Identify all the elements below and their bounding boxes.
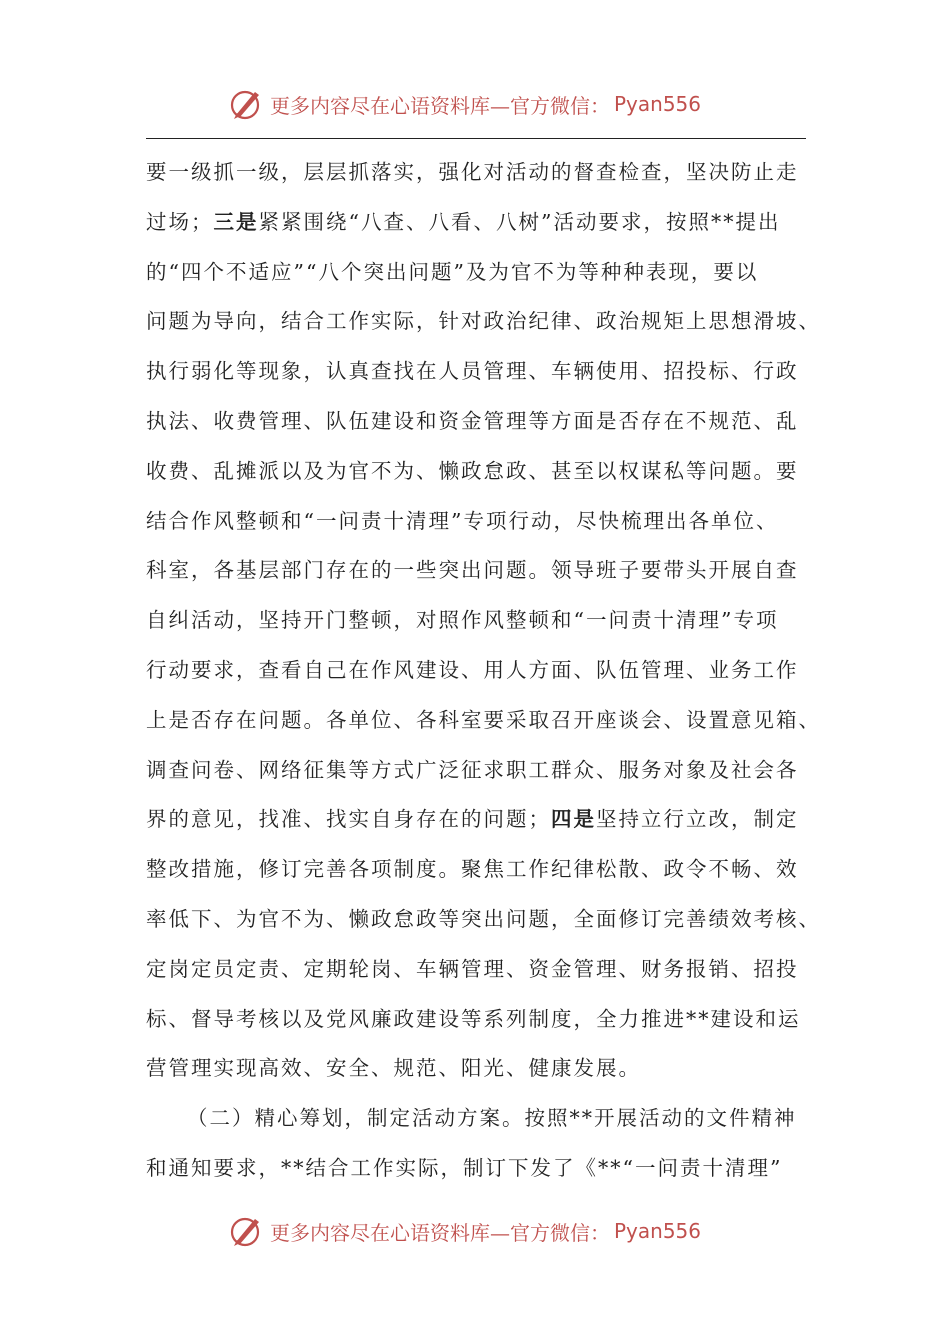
text-line (146, 397, 816, 447)
text-run: 行动要求，查看自己在作风建设、用人方面、队伍管理、业务工作 (146, 657, 799, 682)
footer-promo-banner (228, 1211, 748, 1251)
text-run: 自纠活动，坚持开门整顿，对照作风整顿和“一问责十清理”专项 (146, 608, 779, 633)
text-line (146, 746, 816, 796)
text-line (146, 995, 816, 1045)
text-line (146, 1044, 816, 1094)
text-run: 界的意见，找准、找实自身存在的问题； (146, 807, 551, 832)
text-line (146, 297, 821, 347)
text-line (146, 1094, 816, 1144)
text-line (146, 248, 816, 298)
header-divider (146, 138, 806, 139)
text-line (146, 497, 816, 547)
footer-wechat-handle: Pyan556 (614, 1219, 702, 1243)
document-body (146, 148, 821, 1194)
text-run: 过场； (146, 209, 214, 234)
header-promo-banner (228, 84, 748, 124)
text-line (146, 895, 821, 945)
text-line (146, 845, 816, 895)
quill-pen-logo-icon (228, 86, 264, 122)
text-line (146, 546, 816, 596)
text-run: 调查问卷、网络征集等方式广泛征求职工群众、服务对象及社会各 (146, 757, 799, 782)
bold-text-run: 三是 (213, 209, 259, 234)
text-line (146, 148, 816, 198)
text-line (146, 795, 816, 845)
text-run: 定岗定员定责、定期轮岗、车辆管理、资金管理、财务报销、招投 (146, 956, 799, 981)
text-run: 率低下、为官不为、懒政怠政等突出问题，全面修订完善绩效考核、 (146, 906, 821, 931)
text-run: 科室，各基层部门存在的一些突出问题。领导班子要带头开展自查 (146, 558, 799, 583)
text-line (146, 696, 821, 746)
text-run: 的“四个不适应”“八个突出问题”及为官不为等种种表现，要以 (146, 259, 759, 284)
quill-pen-logo-icon (228, 1213, 264, 1249)
text-line (146, 945, 816, 995)
text-line (146, 447, 816, 497)
text-run: 要一级抓一级，层层抓落实，强化对活动的督查检查，坚决防止走 (146, 160, 799, 184)
footer-promo-text: 更多内容尽在心语资料库—官方微信： (270, 1220, 610, 1245)
text-run: 结合作风整顿和“一问责十清理”专项行动，尽快梳理出各单位、 (146, 508, 779, 533)
text-line (146, 1144, 816, 1194)
text-line (146, 596, 816, 646)
bold-text-run: 四是 (551, 807, 596, 832)
text-run: 执行弱化等现象，认真查找在人员管理、车辆使用、招投标、行政 (146, 359, 799, 384)
text-run: 和通知要求，**结合工作实际，制订下发了《**“一问责十清理” (146, 1155, 783, 1180)
text-run: 问题为导向，结合工作实际，针对政治纪律、政治规矩上思想滑坡、 (146, 309, 821, 334)
header-wechat-handle: Pyan556 (614, 92, 702, 116)
text-run: 上是否存在问题。各单位、各科室要采取召开座谈会、设置意见箱、 (146, 707, 821, 732)
text-run: 营管理实现高效、安全、规范、阳光、健康发展。 (146, 1056, 641, 1081)
text-run: 执法、收费管理、队伍建设和资金管理等方面是否存在不规范、乱 (146, 408, 799, 433)
text-line (146, 347, 816, 397)
header-promo-text: 更多内容尽在心语资料库—官方微信： (270, 93, 610, 118)
text-run: 标、督导考核以及党风廉政建设等系列制度，全力推进**建设和运 (146, 1006, 801, 1031)
text-run: 坚持立行立改，制定 (596, 807, 799, 832)
text-line (146, 646, 816, 696)
text-line (146, 198, 816, 248)
text-run: 收费、乱摊派以及为官不为、懒政怠政、甚至以权谋私等问题。要 (146, 458, 799, 483)
text-run: 整改措施，修订完善各项制度。聚焦工作纪律松散、政令不畅、效 (146, 857, 799, 882)
text-run: 紧紧围绕“八查、八看、八树”活动要求，按照**提出 (258, 209, 781, 234)
text-run: （二）精心筹划，制定活动方案。按照**开展活动的文件精神 (187, 1106, 797, 1131)
